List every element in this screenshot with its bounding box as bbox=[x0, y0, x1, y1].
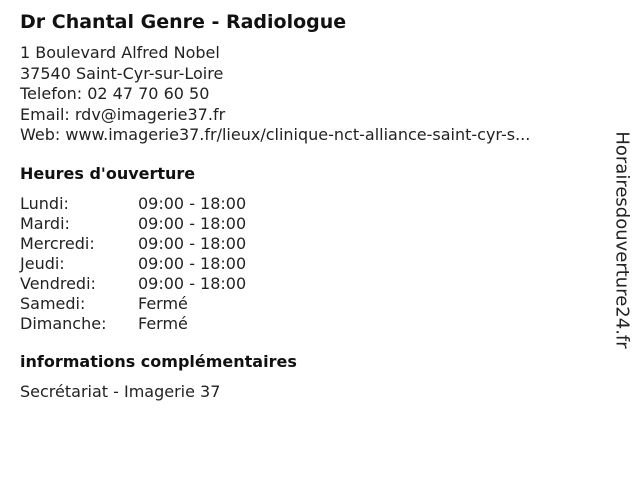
day-label: Mercredi: bbox=[20, 233, 95, 253]
day-label: Dimanche: bbox=[20, 313, 107, 333]
hours-row-thursday bbox=[20, 254, 246, 274]
hours-value: Fermé bbox=[138, 293, 188, 313]
hours-value: 09:00 - 18:00 bbox=[138, 233, 247, 253]
hours-value: 09:00 - 18:00 bbox=[138, 213, 247, 233]
additional-info-text: Secrétariat - Imagerie 37 bbox=[20, 381, 221, 401]
opening-hours-table bbox=[20, 194, 246, 334]
site-watermark: Horairesdouverture24.fr bbox=[611, 131, 633, 349]
day-label: Vendredi: bbox=[20, 273, 96, 293]
address-block bbox=[20, 43, 600, 146]
hours-value: 09:00 - 18:00 bbox=[138, 273, 247, 293]
day-label: Jeudi: bbox=[20, 253, 65, 273]
phone-line[interactable]: Telefon: 02 47 70 60 50 bbox=[20, 84, 210, 103]
hours-row-sunday bbox=[20, 314, 246, 334]
street-address: 1 Boulevard Alfred Nobel bbox=[20, 43, 220, 62]
hours-row-wednesday bbox=[20, 234, 246, 254]
hours-value: 09:00 - 18:00 bbox=[138, 193, 247, 213]
day-label: Samedi: bbox=[20, 293, 86, 313]
hours-row-friday bbox=[20, 274, 246, 294]
additional-info-heading: informations complémentaires bbox=[20, 351, 297, 371]
day-label: Lundi: bbox=[20, 193, 69, 213]
day-label: Mardi: bbox=[20, 213, 70, 233]
website-line[interactable]: Web: www.imagerie37.fr/lieux/clinique-nct-alliance-saint-cyr-s... bbox=[20, 125, 531, 144]
hours-row-monday bbox=[20, 194, 246, 214]
page-title: Dr Chantal Genre - Radiologue bbox=[20, 11, 347, 33]
hours-value: 09:00 - 18:00 bbox=[138, 253, 247, 273]
opening-hours-heading: Heures d'ouverture bbox=[20, 163, 196, 183]
email-line[interactable]: Email: rdv@imagerie37.fr bbox=[20, 104, 226, 124]
hours-row-saturday bbox=[20, 294, 246, 314]
hours-value: Fermé bbox=[138, 313, 188, 333]
city-address: 37540 Saint-Cyr-sur-Loire bbox=[20, 63, 224, 83]
hours-row-tuesday bbox=[20, 214, 246, 234]
business-card bbox=[20, 9, 600, 402]
